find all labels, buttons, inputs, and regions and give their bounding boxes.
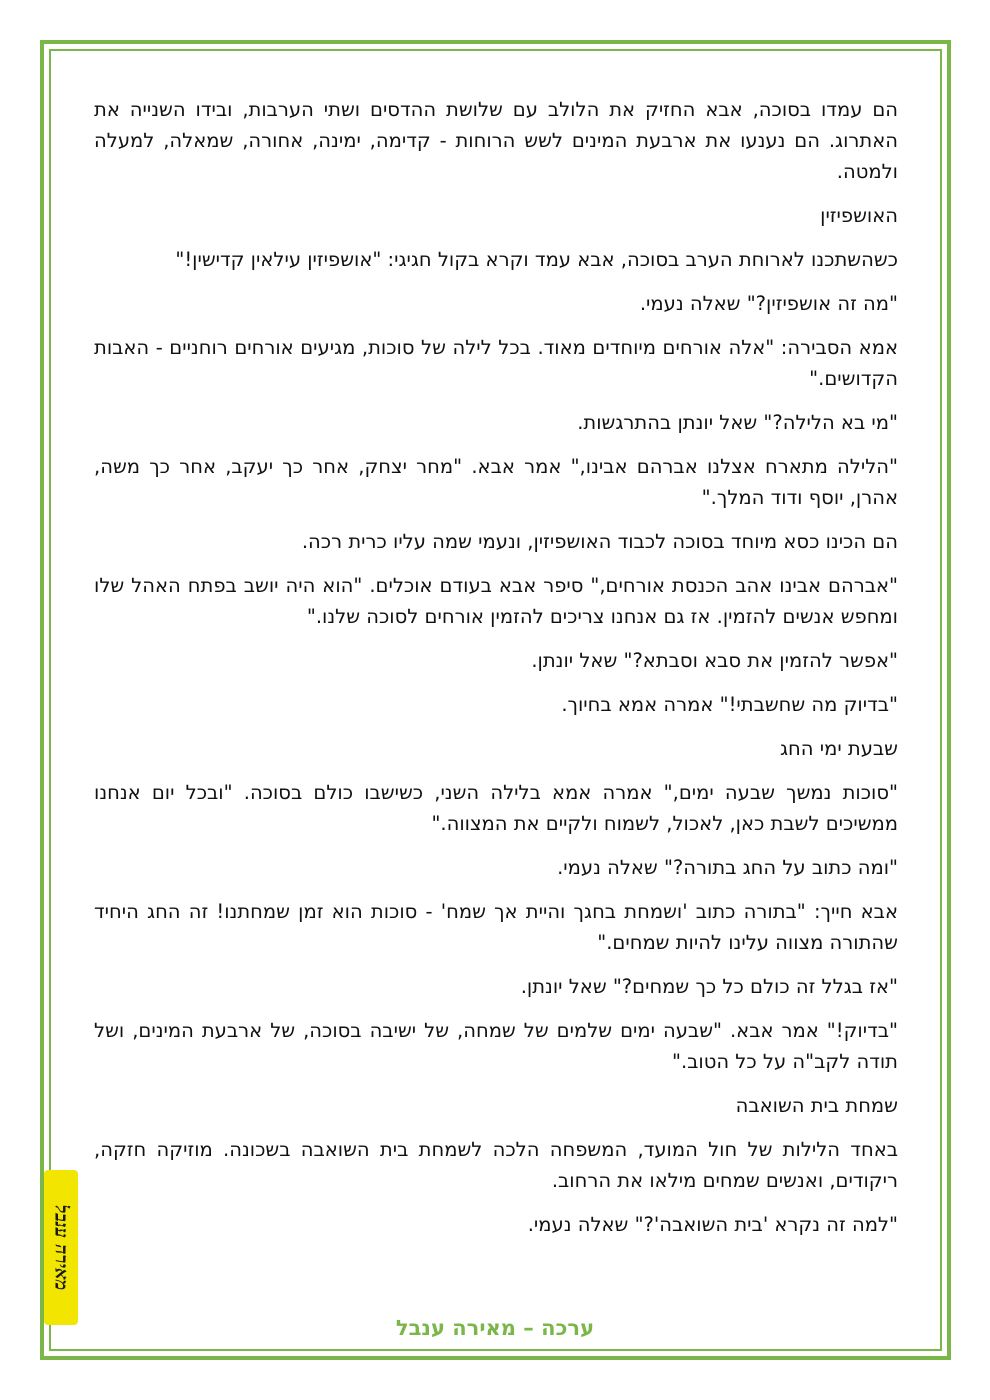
document-body xyxy=(94,94,898,1253)
paragraph: "למה זה נקרא 'בית השואבה'?" שאלה נעמי. xyxy=(527,1213,898,1236)
paragraph: "בדיוק!" אמר אבא. "שבעה ימים שלמים של שמחה, של ישיבה בסוכה, של ארבעת המינים, ושל תודה לקב"ה על כל הטוב." xyxy=(94,1019,898,1073)
paragraph: באחד הלילות של חול המועד, המשפחה הלכה לשמחת בית השואבה בשכונה. מוזיקה חזקה, ריקודים, ואנשים שמחים מילאו את הרחוב. xyxy=(94,1138,898,1192)
signature-logo xyxy=(44,1170,78,1325)
paragraph: "אפשר להזמין את סבא וסבתא?" שאל יונתן. xyxy=(531,649,898,672)
section-heading: האושפיזין xyxy=(820,204,898,227)
paragraph: "הלילה מתארח אצלנו אברהם אבינו," אמר אבא. "מחר יצחק, אחר כך יעקב, אחר כך משה, אהרן, יוסף ודוד המלך." xyxy=(94,455,898,509)
paragraph: הם עמדו בסוכה, אבא החזיק את הלולב עם שלושת ההדסים ושתי הערבות, ובידו השנייה את האתרוג. הם נענעו את ארבעת המינים לשש הרוחות - קדימה, ימינה, אחורה, שמאלה, למעלה ולמטה. xyxy=(94,98,898,183)
paragraph: "אז בגלל זה כולם כל כך שמחים?" שאל יונתן. xyxy=(520,975,898,998)
section-heading: שבעת ימי החג xyxy=(780,737,898,760)
paragraph: "מה זה אושפיזין?" שאלה נעמי. xyxy=(639,292,898,315)
section-heading: שמחת בית השואבה xyxy=(735,1094,898,1117)
paragraph: "סוכות נמשך שבעה ימים," אמרה אמא בלילה השני, כשישבו כולם בסוכה. "ובכל יום אנחנו ממשיכים לשבת כאן, לאכול, לשמוח ולקיים את המצווה." xyxy=(94,781,898,835)
signature-text: מאירה ענבל xyxy=(50,1204,72,1291)
paragraph: "אברהם אבינו אהב הכנסת אורחים," סיפר אבא בעודם אוכלים. "הוא היה יושב בפתח האהל שלו ומחפש אנשים להזמין. אז גם אנחנו צריכים להזמין אורחים לסוכה שלנו." xyxy=(94,574,898,628)
paragraph: "מי בא הלילה?" שאל יונתן בהתרגשות. xyxy=(577,411,898,434)
paragraph: "ומה כתוב על החג בתורה?" שאלה נעמי. xyxy=(557,856,898,879)
paragraph: "בדיוק מה שחשבתי!" אמרה אמא בחיוך. xyxy=(561,693,898,716)
paragraph: כשהשתכנו לארוחת הערב בסוכה, אבא עמד וקרא בקול חגיגי: "אושפיזין עילאין קדישין!" xyxy=(175,248,898,271)
footer-credit: ערכה – מאירה ענבל xyxy=(395,1316,595,1340)
paragraph: הם הכינו כסא מיוחד בסוכה לכבוד האושפיזין, ונעמי שמה עליו כרית רכה. xyxy=(301,530,898,553)
paragraph: אבא חייך: "בתורה כתוב 'ושמחת בחגך והיית אך שמח' - סוכות הוא זמן שמחתנו! זה החג היחיד שהתורה מצווה עלינו להיות שמחים." xyxy=(94,900,898,954)
paragraph: אמא הסבירה: "אלה אורחים מיוחדים מאוד. בכל לילה של סוכות, מגיעים אורחים רוחניים - האבות הקדושים." xyxy=(94,336,898,390)
